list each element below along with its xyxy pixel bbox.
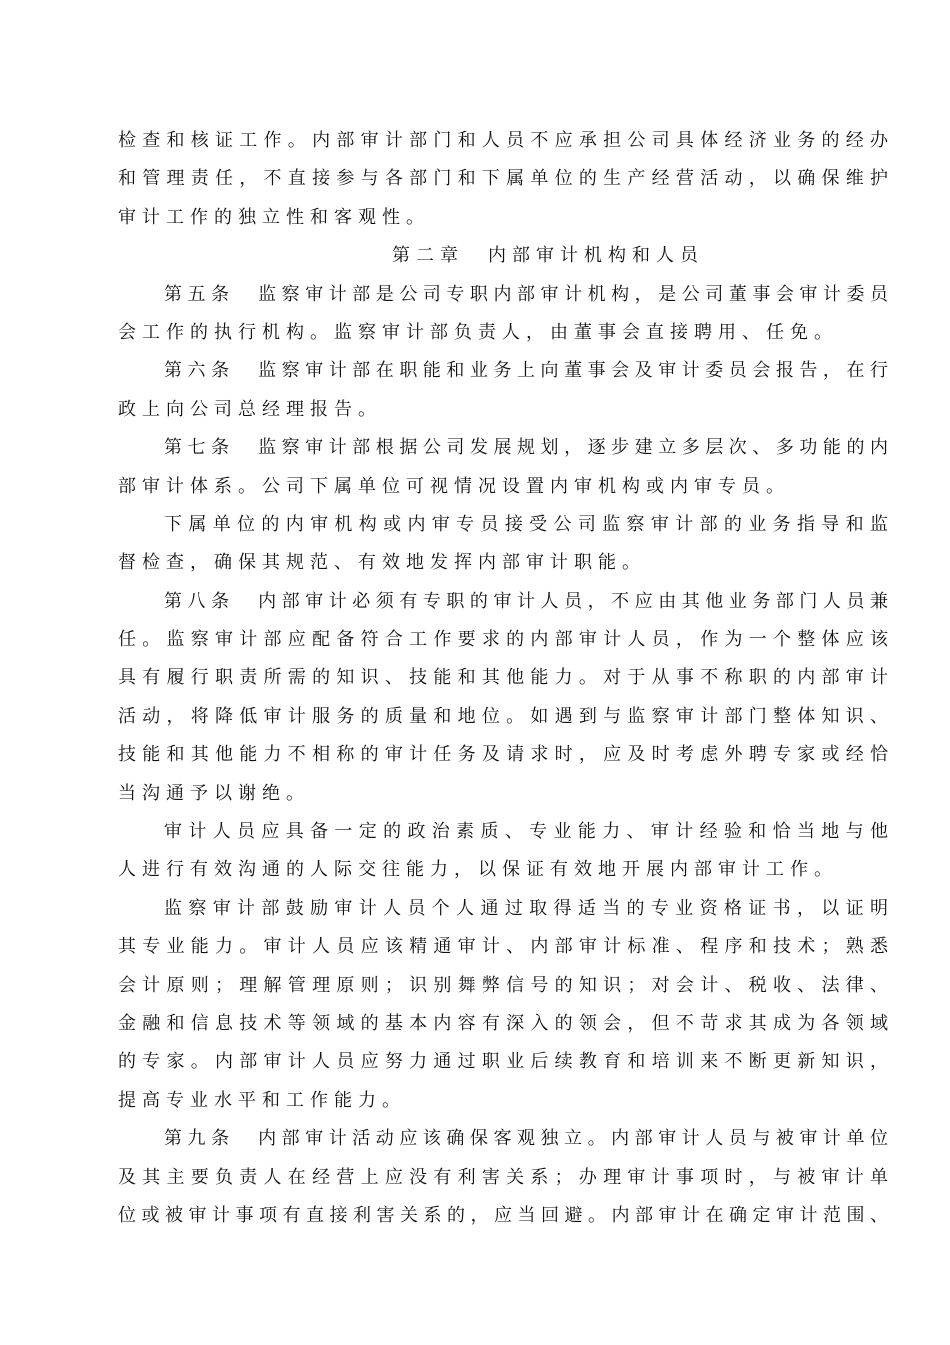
- text-line: 提高专业水平和工作能力。: [118, 1089, 406, 1111]
- text-line: 检查和核证工作。内部审计部门和人员不应承担公司具体经济业务的经办: [118, 130, 888, 151]
- text-line: 第五条 监察审计部是公司专职内部审计机构，是公司董事会审计委员: [164, 283, 888, 305]
- text-line: 第八条 内部审计必须有专职的审计人员，不应由其他业务部门人员兼: [164, 590, 888, 612]
- text-line: 及其主要负责人在经营上应没有利害关系；办理审计事项时，与被审计单: [118, 1166, 888, 1188]
- text-line: 的专家。内部审计人员应努力通过职业后续教育和培训来不断更新知识，: [118, 1051, 888, 1073]
- text-line: 部审计体系。公司下属单位可视情况设置内审机构或内审专员。: [118, 475, 790, 497]
- text-line: 第六条 监察审计部在职能和业务上向董事会及审计委员会报告，在行: [164, 360, 888, 382]
- text-line: 政上向公司总经理报告。: [118, 398, 382, 420]
- text-line: 技能和其他能力不相称的审计任务及请求时，应及时考虑外聘专家或经恰: [118, 744, 888, 766]
- text-line: 人进行有效沟通的人际交往能力，以保证有效地开展内部审计工作。: [118, 859, 838, 881]
- text-line: 第七条 监察审计部根据公司发展规划，逐步建立多层次、多功能的内: [164, 437, 888, 459]
- text-line: 活动，将降低审计服务的质量和地位。如遇到与监察审计部门整体知识、: [118, 705, 888, 727]
- text-line: 位或被审计事项有直接利害关系的，应当回避。内部审计在确定审计范围、: [118, 1204, 888, 1226]
- text-line: 审计工作的独立性和客观性。: [118, 206, 430, 228]
- text-line: 审计人员应具备一定的政治素质、专业能力、审计经验和恰当地与他: [164, 821, 888, 843]
- text-line: 其专业能力。审计人员应该精通审计、内部审计标准、程序和技术；熟悉: [118, 936, 888, 958]
- text-line: 第九条 内部审计活动应该确保客观独立。内部审计人员与被审计单位: [164, 1128, 888, 1150]
- chapter-heading: 第二章 内部审计机构和人员: [392, 245, 704, 267]
- text-line: 会计原则；理解管理原则；识别舞弊信号的知识；对会计、税收、法律、: [118, 974, 888, 996]
- text-line: 下属单位的内审机构或内审专员接受公司监察审计部的业务指导和监: [164, 513, 888, 535]
- text-line: 任。监察审计部应配备符合工作要求的内部审计人员，作为一个整体应该: [118, 629, 888, 651]
- text-line: 和管理责任，不直接参与各部门和下属单位的生产经营活动，以确保维护: [118, 168, 888, 190]
- document-body: [118, 122, 888, 1235]
- text-line: 督检查，确保其规范、有效地发挥内部审计职能。: [118, 552, 646, 574]
- text-line: 监察审计部鼓励审计人员个人通过取得适当的专业资格证书，以证明: [164, 897, 888, 919]
- text-line: 金融和信息技术等领域的基本内容有深入的领会，但不苛求其成为各领域: [118, 1012, 888, 1034]
- text-line: 当沟通予以谢绝。: [118, 782, 310, 804]
- text-line: 会工作的执行机构。监察审计部负责人，由董事会直接聘用、任免。: [118, 321, 838, 343]
- text-line: 具有履行职责所需的知识、技能和其他能力。对于从事不称职的内部审计: [118, 667, 888, 689]
